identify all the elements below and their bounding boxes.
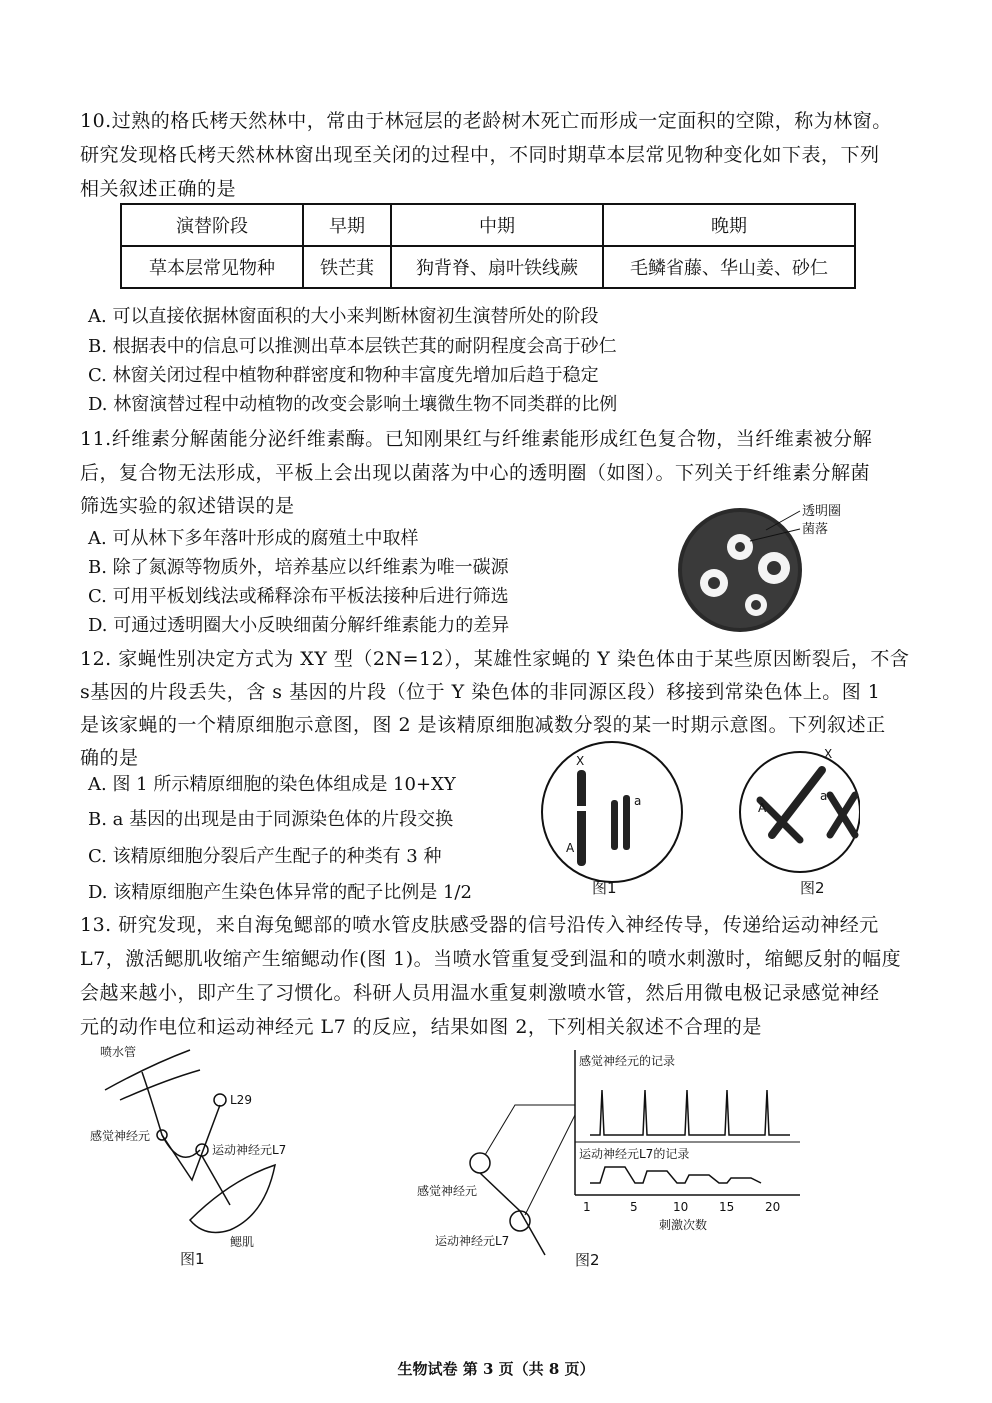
q13-line-2: L7，激活鳃肌收缩产生缩鳃动作(图 1)。当喷水管重复受到温和的喷水刺激时，缩鳃反射的幅度	[80, 948, 902, 970]
q10-option-a: A. 可以直接依据林窗面积的大小来判断林窗初生演替所处的阶段	[88, 306, 599, 327]
chromosome	[623, 795, 630, 850]
label-a: a	[820, 789, 828, 803]
q10-table-cell: 毛鳞省藤、华山姜、砂仁	[603, 246, 855, 288]
q12-line-2: s基因的片段丢失，含 s 基因的片段（位于 Y 染色体的非同源区段）移接到常染色体上。图 1	[80, 681, 881, 703]
q10-table-row	[121, 246, 855, 288]
petri-dish-figure	[670, 495, 870, 645]
q11-line-1: 11.纤维素分解菌能分泌纤维素酶。已知刚果红与纤维素能形成红色复合物，当纤维素被分解	[80, 428, 873, 450]
fig1-caption: 图1	[592, 879, 617, 897]
chromosome	[611, 800, 618, 850]
q11-line-2: 后，复合物无法形成，平板上会出现以菌落为中心的透明圈（如图）。下列关于纤维素分解菌	[80, 462, 871, 484]
q10-line-1: 10.过熟的格氏栲天然林中，常由于林冠层的老龄树木死亡而形成一定面积的空隙，称为林窗。	[80, 110, 892, 132]
q13-line-4: 元的动作电位和运动神经元 L7 的反应，结果如图 2，下列相关叙述不合理的是	[80, 1016, 762, 1038]
tick-label: 5	[630, 1200, 638, 1214]
x-axis-label: 刺激次数	[659, 1218, 708, 1232]
q12-line-1: 12. 家蝇性别决定方式为 XY 型（2N=12），某雄性家蝇的 Y 染色体由于某些原因断裂后，不含	[80, 648, 910, 670]
spout-outline	[120, 1070, 200, 1100]
tick-label: 15	[719, 1200, 735, 1214]
q10-table-cell: 草本层常见物种	[121, 246, 303, 288]
q11-option-c: C. 可用平板划线法或稀释涂布平板法接种后进行筛选	[88, 586, 509, 607]
q13-line-3: 会越来越小，即产生了习惯化。科研人员用温水重复刺激喷水管，然后用微电极记录感觉神经	[80, 982, 880, 1004]
sensory-axon	[142, 1072, 200, 1157]
label-colony: 菌落	[802, 522, 829, 537]
q12-option-d: D. 该精原细胞产生染色体异常的配子比例是 1/2	[88, 882, 472, 903]
label-x: X	[824, 747, 833, 761]
q10-table-cell: 铁芒萁	[303, 246, 391, 288]
colony	[751, 600, 761, 610]
q12-option-a: A. 图 1 所示精原细胞的染色体组成是 10+XY	[88, 774, 456, 795]
colony	[767, 561, 781, 575]
label-x: X	[576, 754, 585, 768]
page-footer: 生物试卷 第 3 页（共 8 页）	[397, 1360, 595, 1378]
motor-response-trace	[590, 1167, 761, 1183]
q10-line-3: 相关叙述正确的是	[80, 178, 237, 200]
q11-option-d: D. 可通过透明圈大小反映细菌分解纤维素能力的差异	[88, 615, 510, 636]
label-sensory: 感觉神经元	[417, 1184, 478, 1198]
label-a: a	[634, 794, 642, 808]
q10-table-cell: 晚期	[603, 204, 855, 246]
tick-label: 20	[765, 1200, 781, 1214]
colony	[735, 542, 745, 552]
label-motor-l7: 运动神经元L7	[435, 1234, 510, 1248]
q11-line-3: 筛选实验的叙述错误的是	[80, 495, 295, 517]
q10-option-d: D. 林窗演替过程中动植物的改变会影响土壤微生物不同类群的比例	[88, 394, 618, 415]
q10-table	[120, 203, 856, 289]
label-spout: 喷水管	[100, 1045, 137, 1059]
q13-line-1: 13. 研究发现，来自海兔鳃部的喷水管皮肤感受器的信号沿传入神经传导，传递给运动神经元	[80, 914, 879, 936]
electrode-wire	[525, 1115, 575, 1215]
l7-neuron	[510, 1211, 530, 1231]
electrode-wire	[485, 1105, 575, 1155]
label-A: A	[566, 841, 575, 855]
label-sensory-record: 感觉神经元的记录	[579, 1054, 676, 1068]
q12-option-c: C. 该精原细胞分裂后产生配子的种类有 3 种	[88, 846, 442, 867]
q10-table-cell: 演替阶段	[121, 204, 303, 246]
sensory-neuron-body	[470, 1153, 490, 1173]
x-chromosome	[772, 770, 822, 835]
q10-option-b: B. 根据表中的信息可以推测出草本层铁芒萁的耐阴程度会高于砂仁	[88, 336, 617, 357]
label-l29: L29	[230, 1093, 252, 1107]
fig1-caption: 图1	[180, 1250, 205, 1268]
q10-table-header-row	[121, 204, 855, 246]
q10-table-cell: 中期	[391, 204, 603, 246]
fig2-caption: 图2	[575, 1251, 600, 1269]
q11-option-b: B. 除了氮源等物质外，培养基应以纤维素为唯一碳源	[88, 557, 509, 578]
q10-table-cell: 早期	[303, 204, 391, 246]
q12-line-4: 确的是	[80, 747, 139, 769]
q10-line-2: 研究发现格氏栲天然林林窗出现至关闭的过程中，不同时期草本层常见物种变化如下表，下列	[80, 144, 880, 166]
tick-label: 10	[673, 1200, 689, 1214]
label-motor-record: 运动神经元L7的记录	[579, 1147, 690, 1161]
q10-option-c: C. 林窗关闭过程中植物种群密度和物种丰富度先增加后趋于稳定	[88, 365, 599, 386]
colony	[708, 577, 720, 589]
x-chromosome	[577, 770, 586, 866]
sensory-spike-trace	[590, 1090, 790, 1135]
cell-figures	[530, 740, 860, 900]
gill-muscle	[190, 1165, 275, 1232]
q11-option-a: A. 可从林下多年落叶形成的腐殖土中取样	[88, 528, 419, 549]
label-sensory: 感觉神经元	[90, 1129, 151, 1143]
label-motor-l7: 运动神经元L7	[212, 1143, 287, 1157]
label-A: A	[758, 801, 767, 815]
q12-option-b: B. a 基因的出现是由于同源染色体的片段交换	[88, 809, 454, 830]
centromere	[576, 806, 587, 811]
q10-table-cell: 狗背脊、扇叶铁线蕨	[391, 246, 603, 288]
l29-neuron	[214, 1094, 226, 1106]
label-gill: 鳃肌	[230, 1235, 255, 1249]
q12-line-3: 是该家蝇的一个精原细胞示意图，图 2 是该精原细胞减数分裂的某一时期示意图。下列叙述正	[80, 714, 886, 736]
q13-figure-2	[415, 1045, 815, 1275]
label-clear-zone: 透明圈	[802, 504, 842, 519]
fig2-caption: 图2	[800, 879, 825, 897]
tick-label: 1	[583, 1200, 591, 1214]
q13-figure-1	[80, 1040, 300, 1270]
